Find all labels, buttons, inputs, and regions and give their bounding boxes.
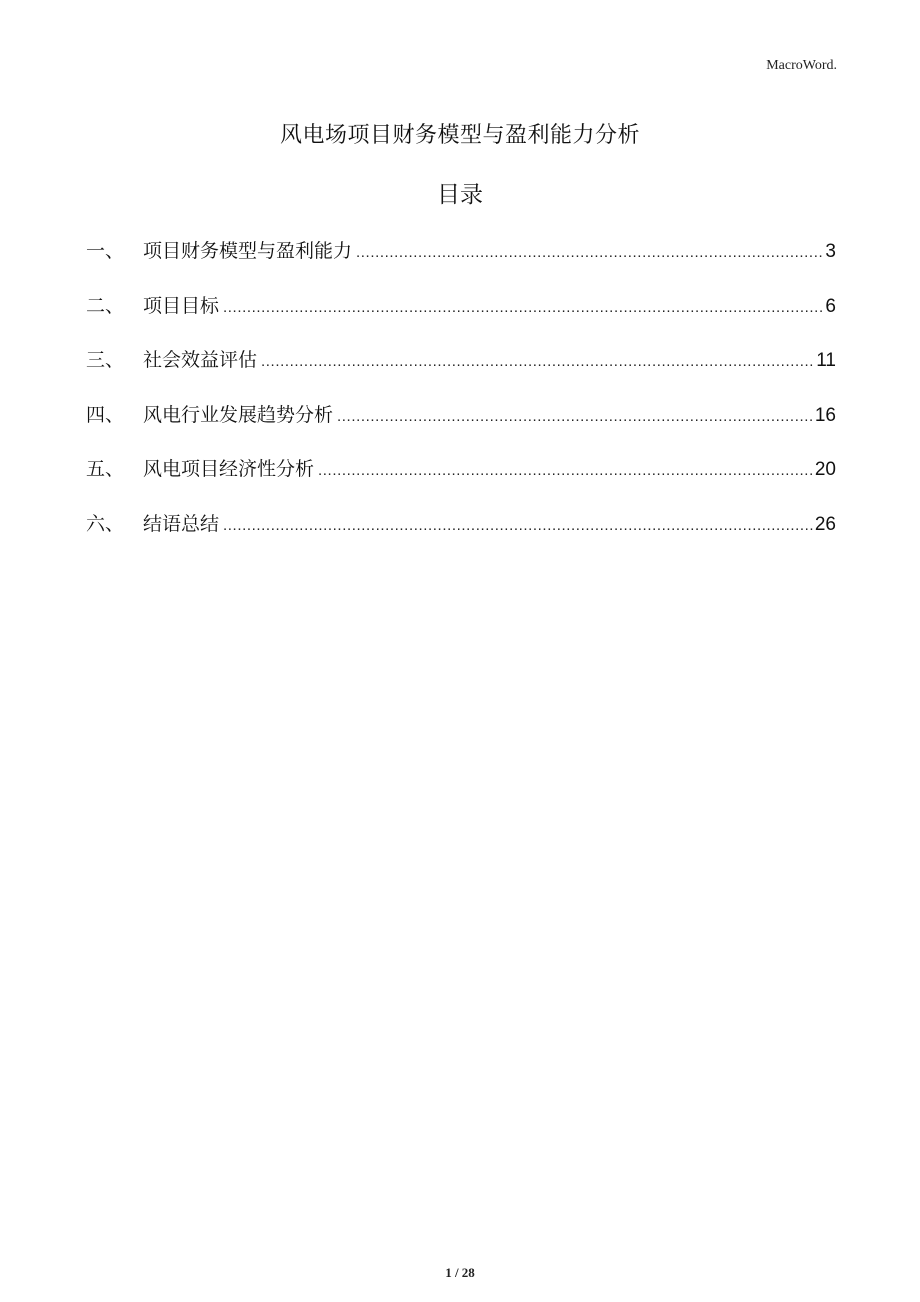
toc-dot-leader [223,507,814,545]
toc-entry-number: 六、 [86,512,125,535]
header-brand: MacroWord. [766,58,837,73]
toc-entry[interactable] [86,505,836,560]
toc-entry-label: 风电项目经济性分析 [143,458,315,480]
toc-entry-number: 四、 [86,403,125,426]
toc-entry-number: 一、 [86,240,125,262]
toc-entry[interactable] [86,287,836,342]
table-of-contents [86,232,836,559]
toc-entry[interactable] [86,450,836,505]
toc-dot-leader [318,452,814,490]
toc-entry-label: 结语总结 [143,512,220,535]
page-indicator: 1 / 28 [445,1265,475,1280]
toc-heading: 目录 [437,182,483,208]
toc-entry-label: 项目财务模型与盈利能力 [143,240,353,262]
toc-entry-page: 26 [814,513,836,535]
toc-dot-leader [356,234,824,272]
toc-dot-leader [337,398,814,436]
toc-dot-leader [223,289,824,327]
toc-entry[interactable] [86,341,836,396]
toc-entry-label: 风电行业发展趋势分析 [143,403,334,426]
toc-entry[interactable] [86,232,836,287]
toc-entry-page: 20 [814,459,836,480]
toc-entry-number: 二、 [86,294,125,317]
toc-entry-number: 五、 [86,458,125,480]
toc-entry-label: 项目目标 [143,294,220,317]
toc-entry[interactable] [86,396,836,451]
toc-entry-number: 三、 [86,349,125,371]
toc-entry-page: 16 [814,404,836,426]
toc-entry-page: 3 [825,241,836,262]
toc-entry-label: 社会效益评估 [143,349,258,371]
toc-entry-page: 11 [816,350,836,371]
toc-entry-page: 6 [825,295,836,317]
toc-dot-leader [261,343,815,381]
document-title: 风电场项目财务模型与盈利能力分析 [279,123,640,148]
